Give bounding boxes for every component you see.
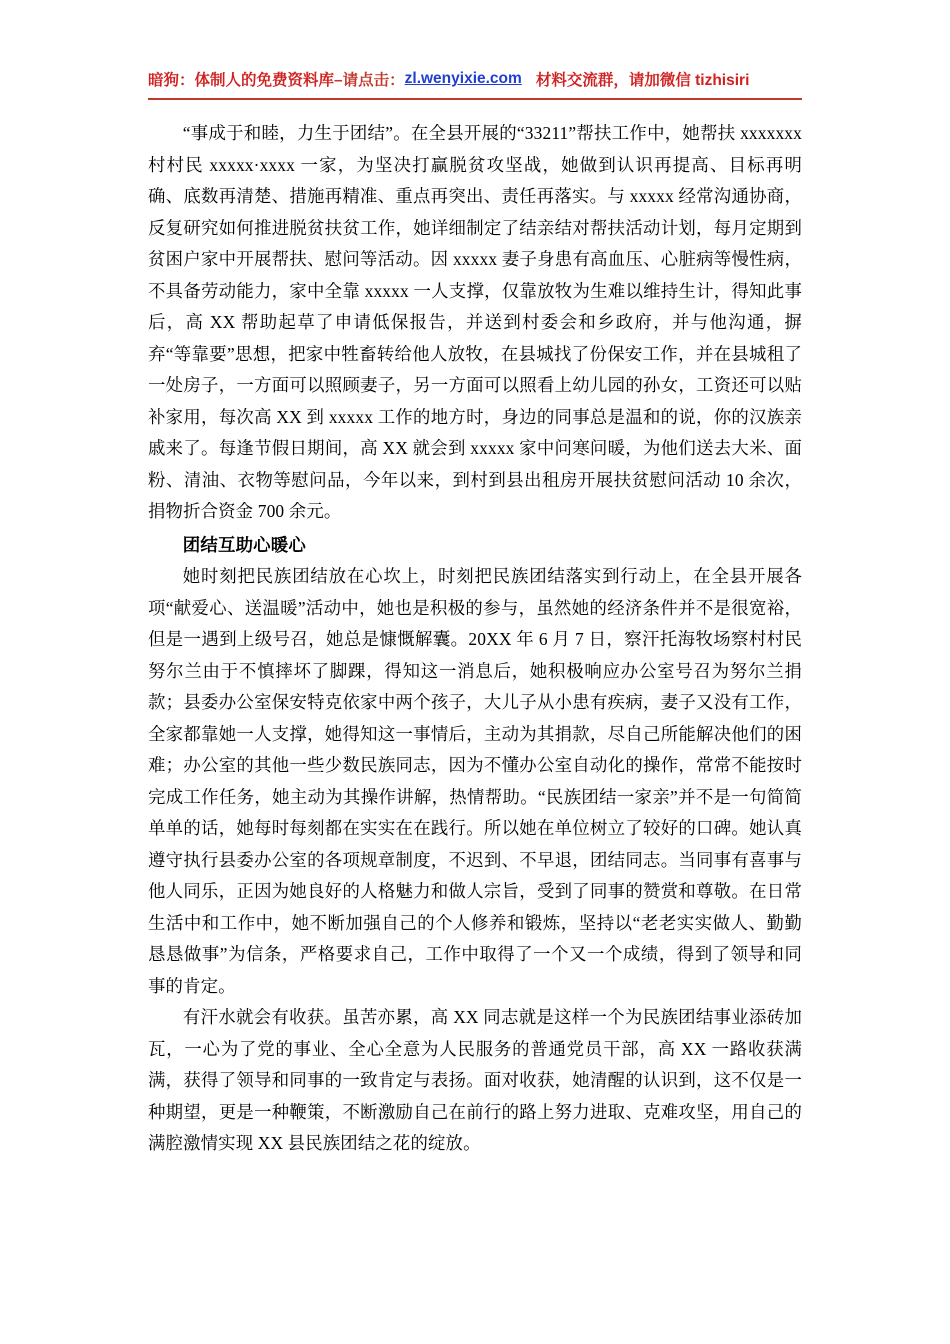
section-subheading: 团结互助心暖心 [182,534,306,555]
promo-banner-contact: 材料交流群，请加微信 tizhisiri [535,72,750,89]
promo-banner-link[interactable]: zl.wenyixie.com [404,70,522,87]
paragraph: “事成于和睦，力生于团结”。在全县开展的“33211”帮扶工作中，她帮扶 xxxxxxx 村村民 xxxxx·xxxx 一家，为坚决打赢脱贫攻坚战，她做到认识再提高、目标再明确、底数再清楚、措施再精准、重点再突出、责任再落实。与 xxxxx 经常沟通协商，反复研究如何推进脱贫扶贫工作，她详细制定了结亲结对帮扶活动计划，每月定期到贫困户家中开展帮扶、慰问等活动。因 xxxxx 妻子身患有高血压、心脏病等慢性病，不具备劳动能力，家中全靠 xxxxx 一人支撑，仅靠放牧为生难以维持生计，得知此事后，高 XX 帮助起草了申请低保报告，并送到村委会和乡政府，并与他沟通，摒弃“等靠要”思想，把家中牲畜转给他人放牧，在县城找了份保安工作，并在县城租了一处房子，一方面可以照顾妻子，另一方面可以照看上幼儿园的孙女，工资还可以贴补家用，每次高 XX 到 xxxxx 工作的地方时，身边的同事总是温和的说，你的汉族亲戚来了。每逢节假日期间，高 XX 就会到 xxxxx 家中问寒问暖，为他们送去大米、面粉、清油、衣物等慰问品，今年以来，到村到县出租房开展扶贫慰问活动 10 余次，捐物折合资金 700 余元。 [148,123,802,521]
paragraph: 她时刻把民族团结放在心坎上，时刻把民族团结落实到行动上，在全县开展各项“献爱心、送温暖”活动中，她也是积极的参与，虽然她的经济条件并不是很宽裕，但是一遇到上级号召，她总是慷慨解囊。20XX 年 6 月 7 日，察汗托海牧场察村村民努尔兰由于不慎摔坏了脚踝，得知这一消息后，她积极响应办公室号召为努尔兰捐款；县委办公室保安特克依家中两个孩子，大儿子从小患有疾病，妻子又没有工作，全家都靠她一人支撑，她得知这一事情后，主动为其捐款，尽自己所能解决他们的困难；办公室的其他一些少数民族同志，因为不懂办公室自动化的操作，常常不能按时完成工作任务，她主动为其操作讲解，热情帮助。“民族团结一家亲”并不是一句简简单单的话，她每时每刻都在实实在在践行。所以她在单位树立了较好的口碑。她认真遵守执行县委办公室的各项规章制度，不迟到、不早退，团结同志。当同事有喜事与他人同乐，正因为她良好的人格魅力和做人宗旨，受到了同事的赞赏和尊敬。在日常生活中和工作中，她不断加强自己的个人修养和锻炼，坚持以“老老实实做人、勤勤恳恳做事”为信条，严格要求自己，工作中取得了一个又一个成绩，得到了领导和同事的肯定。 [148,566,802,996]
promo-banner-prefix: 暗狗：体制人的免费资料库 [148,72,335,89]
document-body [148,118,802,1160]
paragraph: 有汗水就会有收获。虽苦亦累，高 XX 同志就是这样一个为民族团结事业添砖加瓦，一心为了党的事业、全心全意为人民服务的普通党员干部，高 XX 一路收获满满，获得了领导和同事的一致肯定与表扬。面对收获，她清醒的认识到，这不仅是一种期望，更是一种鞭策，不断激励自己在前行的路上努力进取、克难攻坚，用自己的满腔激情实现 XX 县民族团结之花的绽放。 [148,1007,802,1153]
promo-banner [148,60,808,98]
promo-banner-middle: –请点击： [334,72,405,89]
banner-divider [148,98,802,100]
